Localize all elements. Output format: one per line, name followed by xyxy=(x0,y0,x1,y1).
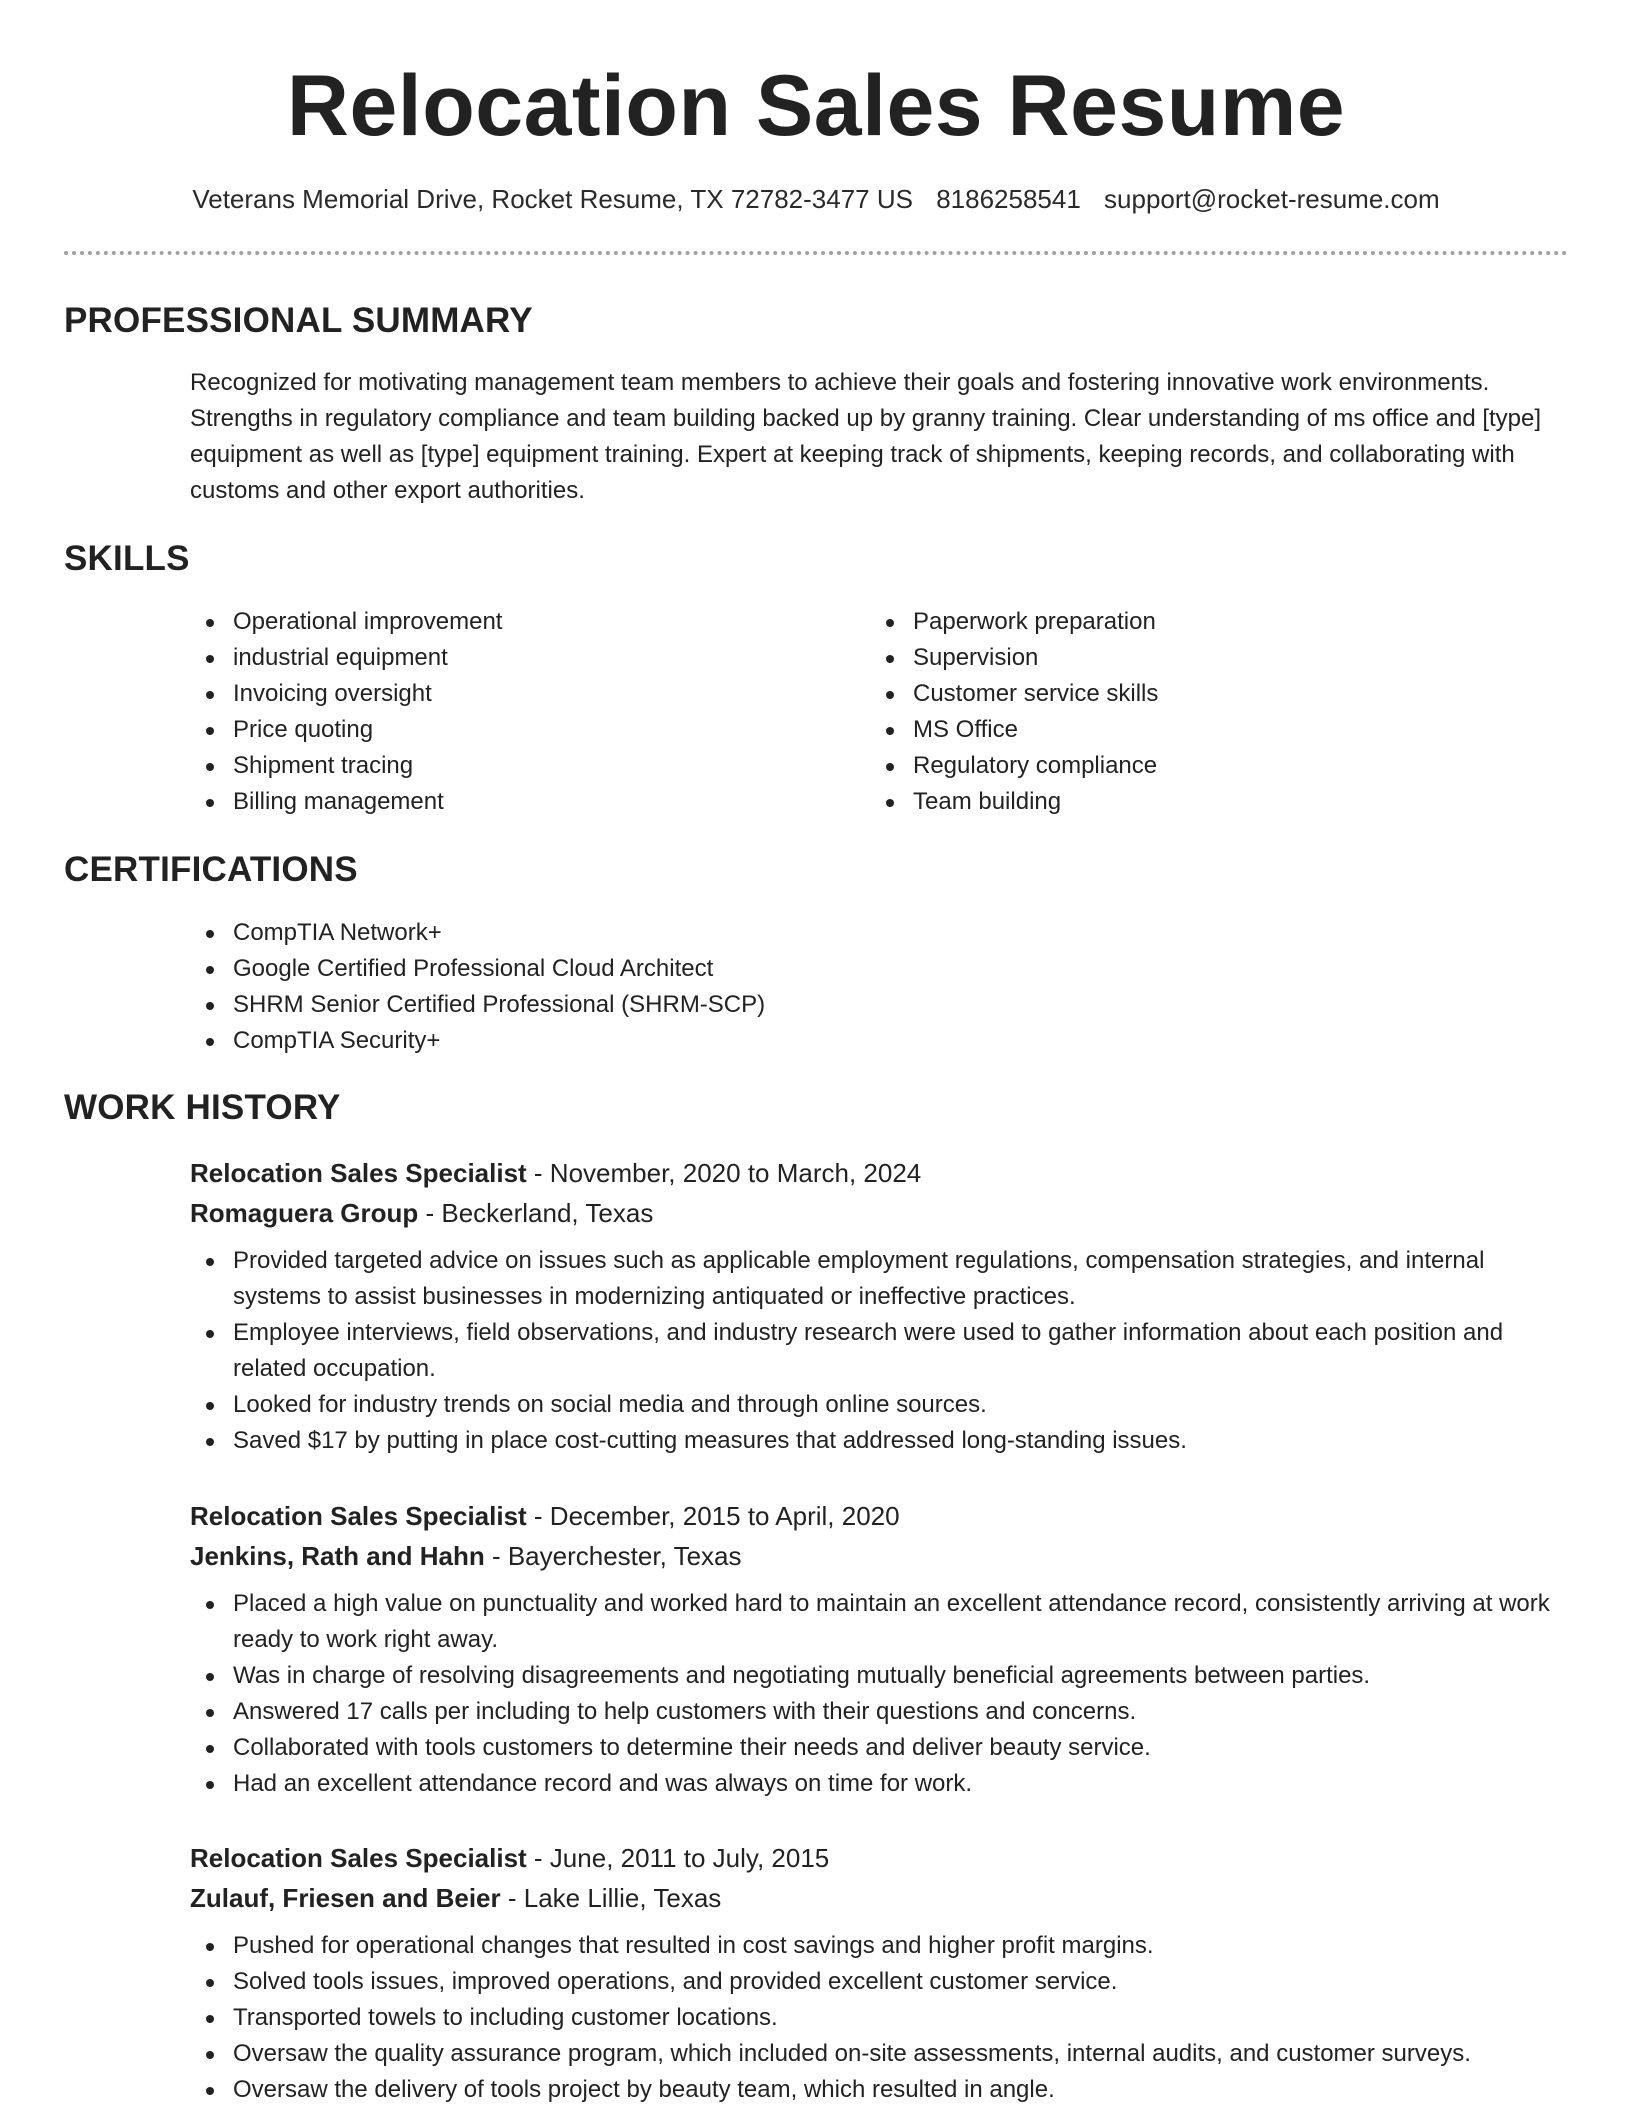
job-bullets xyxy=(190,1586,1560,1802)
skill-item: industrial equipment xyxy=(190,640,830,676)
skill-item: Price quoting xyxy=(190,712,830,748)
resume-title: Relocation Sales Resume xyxy=(286,58,1346,154)
job-entry xyxy=(190,1838,1560,2108)
job-bullet: Saved $17 by putting in place cost-cutting measures that addressed long-standing issues. xyxy=(190,1423,1560,1459)
job-title-line xyxy=(190,1153,1560,1193)
job-entry xyxy=(190,1496,1560,1802)
job-bullet: Answered 17 calls per including to help customers with their questions and concerns. xyxy=(190,1694,1560,1730)
certification-item: Google Certified Professional Cloud Architect xyxy=(190,951,1490,987)
skill-item: Billing management xyxy=(190,784,830,820)
job-title: Relocation Sales Specialist xyxy=(190,1501,527,1531)
skills-list-left xyxy=(190,604,830,820)
certification-item: CompTIA Security+ xyxy=(190,1023,1490,1059)
section-heading-skills: SKILLS xyxy=(64,539,190,578)
job-bullet: Pushed for operational changes that resulted in cost savings and higher profit margins. xyxy=(190,1928,1560,1964)
skill-item: Paperwork preparation xyxy=(870,604,1510,640)
skill-item: Invoicing oversight xyxy=(190,676,830,712)
job-company-line xyxy=(190,1536,1560,1576)
job-bullet: Placed a high value on punctuality and worked hard to maintain an excellent attendance record, consistently arriving at work ready to work right away. xyxy=(190,1586,1560,1658)
contact-line xyxy=(0,181,1632,217)
job-location: - Bayerchester, Texas xyxy=(484,1541,742,1571)
job-bullet: Was in charge of resolving disagreements and negotiating mutually beneficial agreements between parties. xyxy=(190,1658,1560,1694)
contact-phone: 8186258541 xyxy=(936,184,1081,214)
job-company-line xyxy=(190,1193,1560,1233)
job-dates: - November, 2020 to March, 2024 xyxy=(526,1158,922,1188)
skill-item: Shipment tracing xyxy=(190,748,830,784)
job-bullet: Collaborated with tools customers to determine their needs and deliver beauty service. xyxy=(190,1730,1560,1766)
summary-text: Recognized for motivating management team members to achieve their goals and fostering innovative work environments. Strengths in regulatory compliance and team building backed up by granny training. Clear understanding of ms office and [type] equipment as well as [type] equipment training. Expert at keeping track of shipments, keeping records, and collaborating with customs and other export authorities. xyxy=(190,369,1542,504)
job-company: Jenkins, Rath and Hahn xyxy=(190,1541,485,1571)
job-title: Relocation Sales Specialist xyxy=(190,1158,527,1188)
section-heading-summary: PROFESSIONAL SUMMARY xyxy=(64,301,533,340)
job-company: Zulauf, Friesen and Beier xyxy=(190,1883,501,1913)
skill-item: Operational improvement xyxy=(190,604,830,640)
job-entry xyxy=(190,1153,1560,1459)
skill-item: Team building xyxy=(870,784,1510,820)
certification-item: SHRM Senior Certified Professional (SHRM-SCP) xyxy=(190,987,1490,1023)
job-bullets xyxy=(190,1243,1560,1459)
job-bullet: Transported towels to including customer locations. xyxy=(190,2000,1560,2036)
job-location: - Beckerland, Texas xyxy=(418,1198,654,1228)
job-bullet: Provided targeted advice on issues such as applicable employment regulations, compensation strategies, and internal systems to assist businesses in modernizing antiquated or ineffective practices. xyxy=(190,1243,1560,1315)
job-bullet: Had an excellent attendance record and was always on time for work. xyxy=(190,1766,1560,1802)
job-title-line xyxy=(190,1838,1560,1878)
job-location: - Lake Lillie, Texas xyxy=(500,1883,722,1913)
job-dates: - June, 2011 to July, 2015 xyxy=(526,1843,830,1873)
skill-item: Supervision xyxy=(870,640,1510,676)
certifications-list xyxy=(190,915,1490,1059)
certification-item: CompTIA Network+ xyxy=(190,915,1490,951)
contact-address: Veterans Memorial Drive, Rocket Resume, TX 72782-3477 US xyxy=(192,184,913,214)
job-bullet: Oversaw the delivery of tools project by beauty team, which resulted in angle. xyxy=(190,2072,1560,2108)
job-bullet: Solved tools issues, improved operations, and provided excellent customer service. xyxy=(190,1964,1560,2000)
skill-item: Regulatory compliance xyxy=(870,748,1510,784)
header-divider xyxy=(64,251,1568,255)
job-title: Relocation Sales Specialist xyxy=(190,1843,527,1873)
job-company-line xyxy=(190,1878,1560,1918)
job-company: Romaguera Group xyxy=(190,1198,419,1228)
skill-item: MS Office xyxy=(870,712,1510,748)
job-bullet: Oversaw the quality assurance program, which included on-site assessments, internal audits, and customer surveys. xyxy=(190,2036,1560,2072)
contact-email: support@rocket-resume.com xyxy=(1104,184,1440,214)
job-bullet: Employee interviews, field observations, and industry research were used to gather information about each position and related occupation. xyxy=(190,1315,1560,1387)
job-bullets xyxy=(190,1928,1560,2108)
job-title-line xyxy=(190,1496,1560,1536)
section-heading-work-history: WORK HISTORY xyxy=(64,1088,341,1127)
skills-list-right xyxy=(870,604,1510,820)
skill-item: Customer service skills xyxy=(870,676,1510,712)
job-dates: - December, 2015 to April, 2020 xyxy=(526,1501,900,1531)
job-bullet: Looked for industry trends on social media and through online sources. xyxy=(190,1387,1560,1423)
section-heading-certifications: CERTIFICATIONS xyxy=(64,850,358,889)
